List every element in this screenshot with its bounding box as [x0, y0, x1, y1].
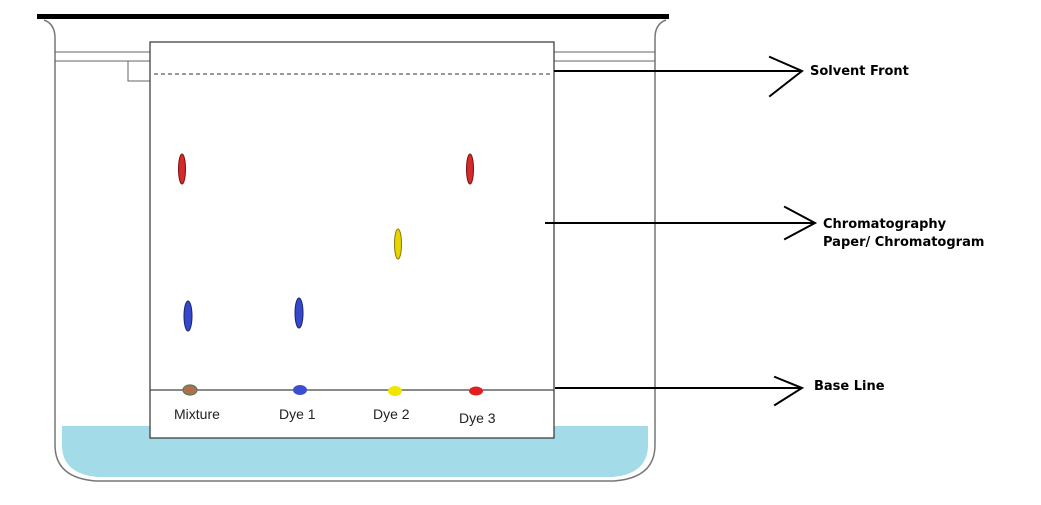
mixture-base-spot	[183, 385, 197, 395]
solvent-front-arrow	[555, 57, 802, 96]
dye2-yellow-spot	[395, 229, 402, 259]
beaker-rim	[37, 14, 669, 19]
paper-label-line2: Paper/ Chromatogram	[823, 235, 985, 250]
dye3-base-spot	[469, 387, 483, 396]
dye3-label: Dye 3	[459, 410, 496, 426]
mixture-blue-spot	[184, 301, 192, 331]
base-line-arrow	[556, 377, 802, 405]
solvent-front-label: Solvent Front	[810, 64, 909, 79]
paper-label-line1: Chromatography	[823, 217, 947, 232]
chromatography-paper	[150, 42, 554, 438]
mixture-red-spot	[179, 154, 186, 184]
dye3-red-spot	[467, 154, 474, 184]
dye2-label: Dye 2	[373, 406, 410, 422]
dye1-blue-spot	[295, 298, 303, 328]
dye1-base-spot	[293, 385, 307, 395]
base-line-label: Base Line	[814, 379, 885, 394]
dye2-base-spot	[388, 386, 402, 396]
paper-arrow	[546, 207, 815, 239]
mixture-label: Mixture	[174, 406, 220, 422]
dye1-label: Dye 1	[279, 406, 316, 422]
